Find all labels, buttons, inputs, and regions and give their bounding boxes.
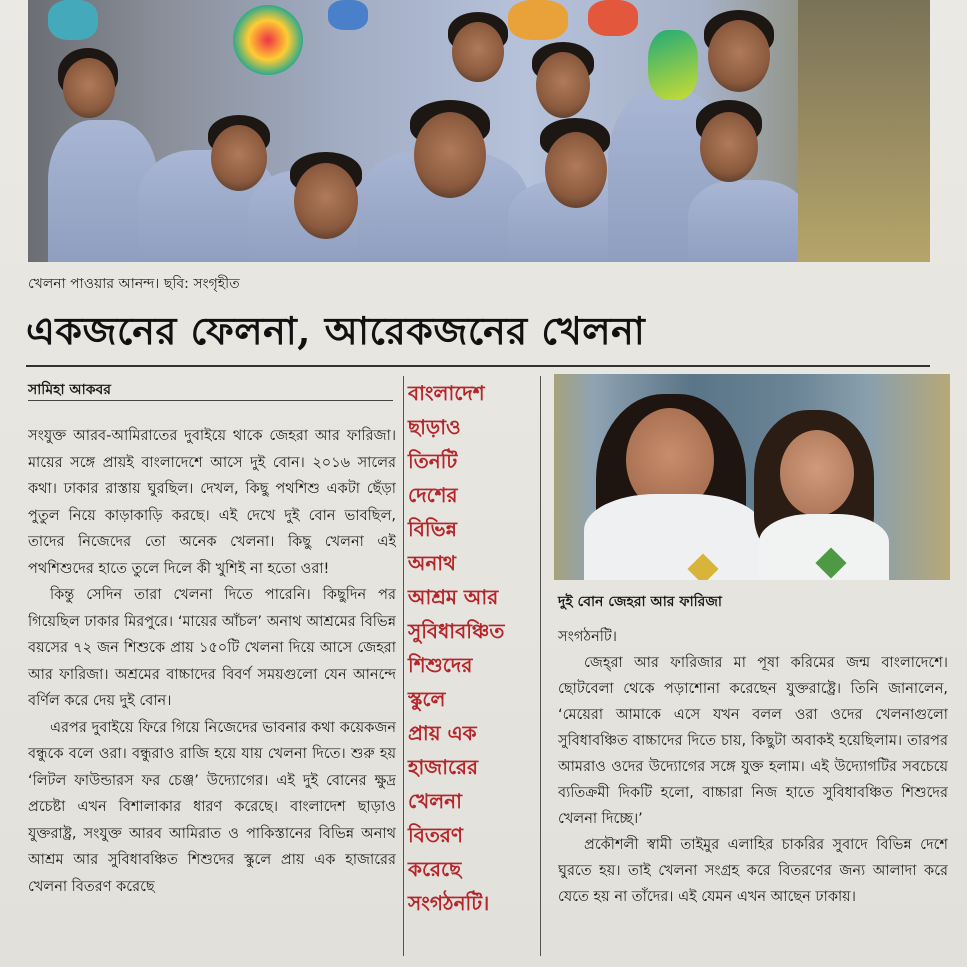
- pull-quote-line: খেলনা: [408, 789, 462, 813]
- sisters-photo: [554, 374, 950, 580]
- paragraph: জেহ্‌রা আর ফারিজার মা পূষা করিমের জন্ম বাংলাদেশে। ছোটবেলা থেকে পড়াশোনা করেছেন যুক্তরাষ্ট্রে। তিনি জানালেন, ‘মেয়েরা আমাকে এসে যখন বলল ওরা ওদের খেলনাগুলো সুবিধাবঞ্চিত বাচ্চাদের দিতে চায়, কিছুটা অবাকই হয়েছিলাম। তারপর আমরাও ওদের উদ্যোগের সঙ্গে যুক্ত হলাম। এই উদ্যোগটির সবচেয়ে ব্যতিক্রমী দিকটি হলো, বাচ্চারা নিজ হাতে সুবিধাবঞ্চিত শিশুদের খেলনা দিচ্ছে।’: [558, 655, 948, 827]
- pull-quote-line: বিভিন্ন: [408, 517, 457, 541]
- pull-quote-line: অনাথ: [408, 551, 457, 575]
- pull-quote-line: শিশুদের: [408, 653, 473, 677]
- article-column-1: [28, 423, 396, 967]
- paragraph: প্রকৌশলী স্বামী তাইমুর এলাহির চাকরির সুবাদে বিভিন্ন দেশে ঘুরতে হয়। তাই খেলনা সংগ্রহ করে বিতরণের জন্য আলাদা করে যেতে হয় না তাঁদের। এই যেমন এখন আছেন ঢাকায়।: [558, 837, 948, 905]
- paragraph: কিন্তু সেদিন তারা খেলনা দিতে পারেনি। কিছুদিন পর গিয়েছিল ঢাকার মিরপুরে। ‘মায়ের আঁচল’ অনাথ আশ্রমের বিভিন্ন বয়সের ৭২ জন শিশুকে প্রায় ১৫০টি খেলনা দিয়ে আসে জেহরা আর ফারিজা। অশ্রমের বাচ্চাদের বিবর্ণ সময়গুলো যেন আনন্দে বর্ণিল করে দেয় দুই বোন।: [28, 587, 396, 709]
- top-photo-caption: খেলনা পাওয়ার আনন্দ। ছবি: সংগৃহীত: [28, 276, 240, 292]
- pull-quote-line: বাংলাদেশ: [408, 381, 485, 405]
- pull-quote-line: দেশের: [408, 483, 458, 507]
- pull-quote-line: তিনটি: [408, 449, 458, 473]
- headline: একজনের ফেলনা, আরেকজনের খেলনা: [26, 308, 646, 353]
- children-with-toys-photo: [28, 0, 930, 262]
- pull-quote-line: সংগঠনটি।: [408, 891, 490, 915]
- pull-quote-line: সুবিধাবঞ্চিত: [408, 619, 505, 643]
- pull-quote-line: করেছে: [408, 857, 462, 881]
- pull-quote: [408, 376, 536, 920]
- column-divider: [403, 376, 404, 956]
- pull-quote-line: আশ্রম আর: [408, 585, 499, 609]
- sisters-photo-caption: দুই বোন জেহরা আর ফারিজা: [558, 594, 722, 610]
- pull-quote-line: বিতরণ: [408, 823, 463, 847]
- headline-divider: [26, 365, 930, 367]
- article-column-3: [558, 624, 948, 967]
- pull-quote-line: হাজারের: [408, 755, 479, 779]
- paragraph: সংযুক্ত আরব-আমিরাতের দুবাইয়ে থাকে জেহরা আর ফারিজা। মায়ের সঙ্গে প্রায়ই বাংলাদেশে আসে দুই বোন। ২০১৬ সালের কথা। ঢাকার রাস্তায় ঘুরছিল। দেখল, কিছু পথশিশু একটা ছেঁড়া পুতুল নিয়ে কাড়াকাড়ি করছে। এই দেখে দুই বোন ভাবছিল, তাদের নিজেদের তো অনেক খেলনা। কিছু খেলনা এই পথশিশুদের হাতে তুলে দিলে কী খুশিই না হতো ওরা!: [28, 428, 396, 577]
- pull-quote-line: ছাড়াও: [408, 415, 461, 439]
- paragraph: এরপর দুবাইয়ে ফিরে গিয়ে নিজেদের ভাবনার কথা কয়েকজন বন্ধুকে বলে ওরা। বন্ধুরাও রাজি হয়ে যায় খেলনা দিতে। শুরু হয় ‘লিটল ফাউন্ডারস ফর চেঞ্জ’ উদ্যোগের। এই দুই বোনের ক্ষুদ্র প্রচেষ্টা এখন বিশালাকার ধারণ করেছে। বাংলাদেশ ছাড়াও যুক্তরাষ্ট্র, সংযুক্ত আরব আমিরাত ও পাকিস্তানের বিভিন্ন অনাথ আশ্রম আর সুবিধাবঞ্চিত শিশুদের স্কুলে প্রায় এক হাজারের খেলনা বিতরণ করেছে: [28, 719, 396, 895]
- column-divider: [540, 376, 541, 956]
- byline-divider: [28, 400, 393, 401]
- pull-quote-line: প্রায় এক: [408, 721, 477, 745]
- pull-quote-line: স্কুলে: [408, 687, 446, 711]
- byline: সামিহা আকবর: [28, 382, 111, 398]
- paragraph: সংগঠনটি।: [558, 629, 617, 645]
